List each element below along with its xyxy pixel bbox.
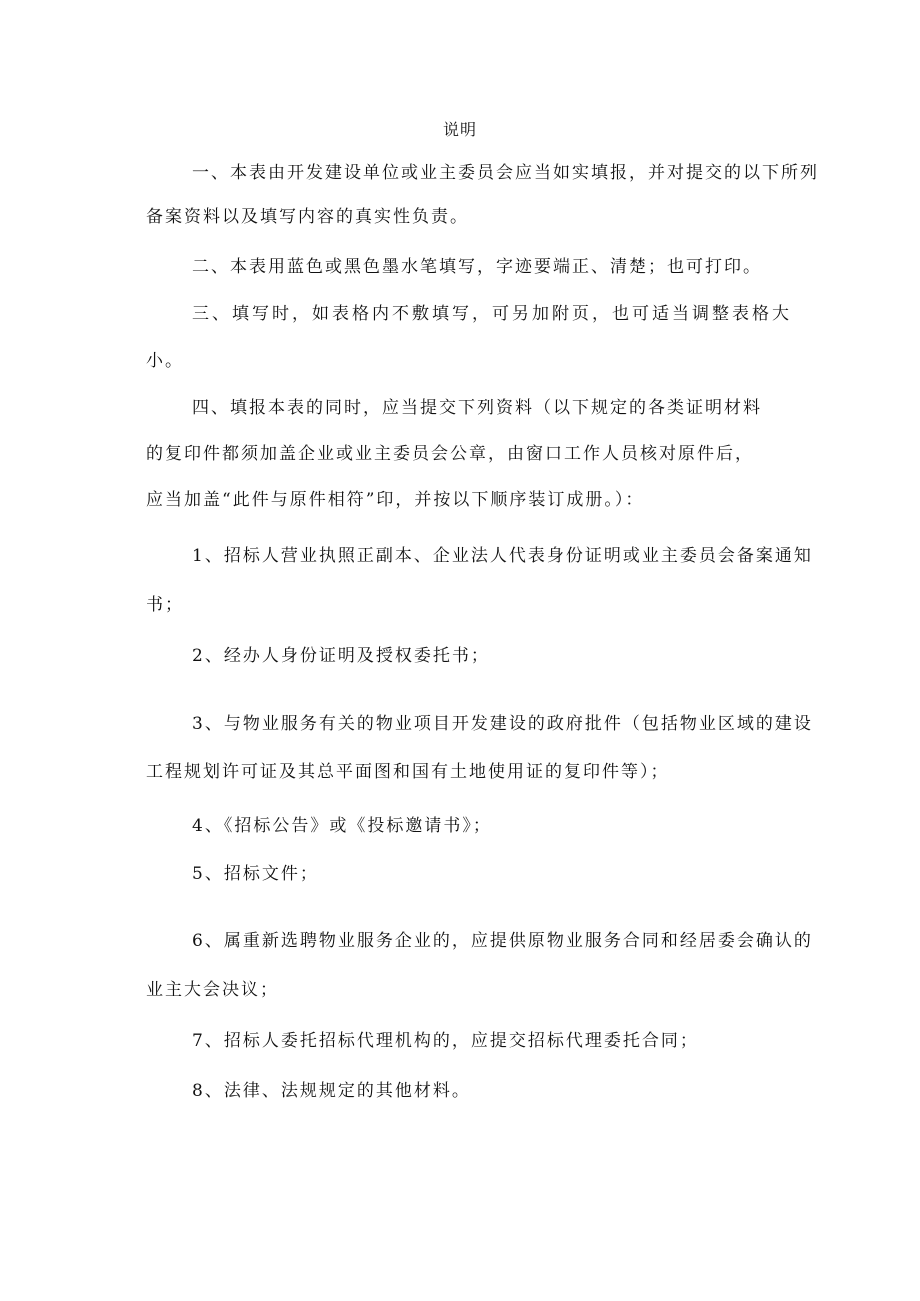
paragraph-4-line-1: 四、填报本表的同时，应当提交下列资料（以下规定的各类证明材料	[192, 398, 762, 418]
item-6-line-1: 6、属重新选聘物业服务企业的，应提供原物业服务合同和经居委会确认的	[192, 931, 813, 951]
item-3-line-1: 3、与物业服务有关的物业项目开发建设的政府批件（包括物业区域的建设	[192, 714, 813, 734]
item-2-line-1: 2、经办人身份证明及授权委托书；	[192, 646, 490, 666]
item-5-line-1: 5、招标文件；	[192, 864, 319, 884]
item-4-line-1: 4、《招标公告》或《投标邀请书》；	[192, 816, 492, 836]
item-7-line-1: 7、招标人委托招标代理机构的，应提交招标代理委托合同；	[192, 1031, 699, 1051]
item-6-line-2: 业主大会决议；	[146, 980, 279, 1000]
paragraph-1-line-2: 备案资料以及填写内容的真实性负责。	[146, 207, 469, 227]
item-1-line-2: 书；	[146, 595, 184, 615]
paragraph-2-line-1: 二、本表用蓝色或黑色墨水笔填写，字迹要端正、清楚；也可打印。	[192, 257, 762, 277]
paragraph-4-line-2: 的复印件都须加盖企业或业主委员会公章，由窗口工作人员核对原件后，	[146, 444, 754, 464]
item-3-line-2: 工程规划许可证及其总平面图和国有土地使用证的复印件等）；	[146, 762, 670, 782]
paragraph-3-line-2: 小。	[146, 351, 184, 371]
page-title: 说明	[442, 120, 477, 139]
paragraph-3-line-1: 三、填写时，如表格内不敷填写，可另加附页，也可适当调整表格大	[192, 304, 792, 324]
item-1-line-1: 1、招标人营业执照正副本、企业法人代表身份证明或业主委员会备案通知	[192, 546, 813, 566]
paragraph-1-line-1: 一、本表由开发建设单位或业主委员会应当如实填报，并对提交的以下所列	[192, 163, 819, 183]
paragraph-4-line-3: 应当加盖“此件与原件相符”印，并按以下顺序装订成册。）：	[146, 490, 645, 510]
item-8-line-1: 8、法律、法规规定的其他材料。	[192, 1081, 471, 1101]
